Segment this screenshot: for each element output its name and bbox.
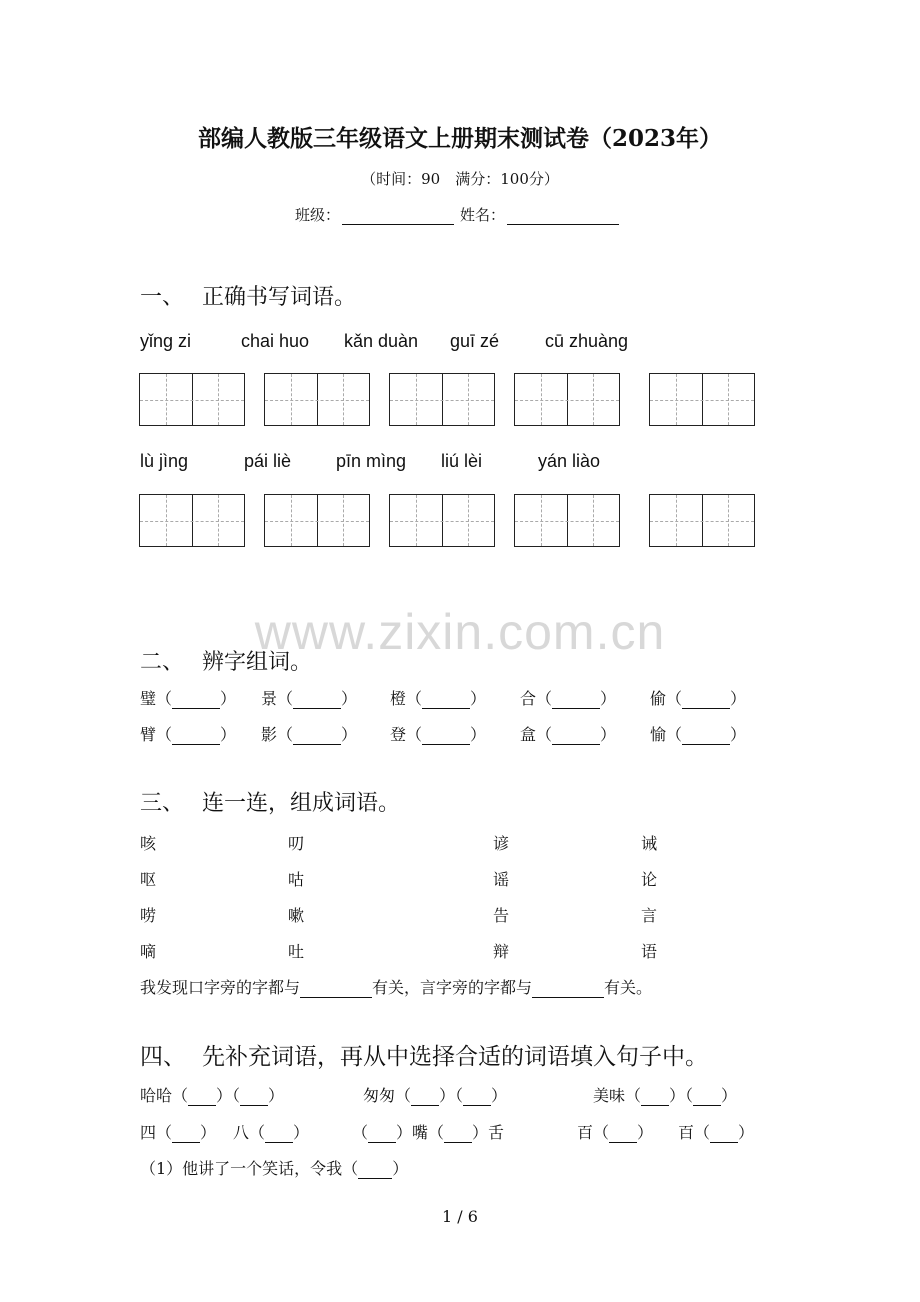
- fill-blank[interactable]: [300, 983, 372, 998]
- match-char[interactable]: 言: [641, 906, 658, 925]
- section-number: 三、: [140, 791, 185, 816]
- match-char[interactable]: 诫: [641, 834, 658, 853]
- word-pair-2-5: 愉（ ）: [650, 725, 747, 744]
- writing-grid[interactable]: [389, 494, 495, 547]
- section-3-sentence: 我发现口字旁的字都与 有关，言字旁的字都与 有关。: [140, 978, 653, 997]
- section-number: 二、: [140, 650, 185, 675]
- pinyin-1-4: guī zé: [450, 331, 500, 351]
- word-pair-2-1: 臂（ ）: [140, 725, 237, 744]
- student-info-line: [0, 204, 920, 225]
- section-title: 先补充词语，再从中选择合适的词语填入句子中。: [202, 1044, 708, 1070]
- word-pair-1-3: 橙（ ）: [390, 689, 487, 708]
- section-2-heading: [140, 645, 312, 676]
- match-char[interactable]: 吐: [288, 942, 305, 961]
- match-char[interactable]: 辩: [493, 942, 510, 961]
- word-pair-1-1: 璧（ ）: [140, 689, 237, 708]
- pinyin-2-2: pái liè: [244, 451, 292, 471]
- section-title: 连一连，组成词语。: [202, 791, 401, 816]
- match-char[interactable]: 谚: [493, 834, 510, 853]
- section-3-heading: [140, 786, 400, 817]
- section-title: 辨字组词。: [202, 650, 313, 675]
- idiom-3: 美味（ ）（ ）: [593, 1086, 738, 1105]
- pinyin-2-4: liú lèi: [441, 451, 483, 471]
- match-char[interactable]: 咕: [288, 870, 305, 889]
- pinyin-1-3: kǎn duàn: [344, 331, 419, 351]
- writing-grid[interactable]: [139, 373, 245, 426]
- class-label: 班级：: [294, 206, 340, 224]
- writing-grid[interactable]: [264, 373, 370, 426]
- exam-info: （时间：90 满分：100分）: [361, 170, 559, 188]
- word-pair-2-3: 登（ ）: [390, 725, 487, 744]
- section-number: 四、: [140, 1044, 186, 1070]
- word-pair-1-5: 偷（ ）: [650, 689, 747, 708]
- idiom-4b: 八（ ）: [233, 1123, 310, 1142]
- pinyin-2-1: lù jìng: [140, 451, 189, 471]
- writing-grid[interactable]: [649, 494, 755, 547]
- match-char[interactable]: 叨: [288, 834, 305, 853]
- idiom-4: 四（ ）: [140, 1123, 217, 1142]
- idiom-6b: 百（ ）: [678, 1123, 755, 1142]
- section-4-heading: [140, 1038, 708, 1071]
- match-char[interactable]: 论: [641, 870, 658, 889]
- idiom-6: 百（ ）: [577, 1123, 654, 1142]
- writing-grid[interactable]: [139, 494, 245, 547]
- name-label: 姓名：: [460, 206, 506, 224]
- match-char[interactable]: 谣: [493, 870, 510, 889]
- pinyin-1-2: chai huo: [241, 331, 310, 351]
- fill-blank[interactable]: [358, 1164, 392, 1179]
- match-char[interactable]: 唠: [140, 906, 157, 925]
- pinyin-2-3: pīn mìng: [336, 451, 407, 471]
- word-pair-2-2: 影（ ）: [261, 725, 358, 744]
- idiom-2: 匆匆（ ）（ ）: [363, 1086, 508, 1105]
- word-pair-1-4: 合（ ）: [520, 689, 617, 708]
- watermark: www.zixin.com.cn: [254, 604, 666, 660]
- match-char[interactable]: 咳: [140, 834, 157, 853]
- writing-grid[interactable]: [514, 494, 620, 547]
- writing-grid[interactable]: [649, 373, 755, 426]
- section-number: 一、: [140, 285, 185, 310]
- writing-grid[interactable]: [514, 373, 620, 426]
- match-char[interactable]: 嘀: [140, 942, 157, 961]
- section-title: 正确书写词语。: [202, 285, 357, 310]
- writing-grid[interactable]: [389, 373, 495, 426]
- page-number: 1 / 6: [442, 1207, 478, 1226]
- word-pair-1-2: 景（ ）: [261, 689, 358, 708]
- page-title: 部编人教版三年级语文上册期末测试卷（2023年）: [197, 125, 722, 152]
- question-1: （1）他讲了一个笑话，令我（ ）: [140, 1159, 409, 1178]
- pinyin-1-5: cū zhuàng: [545, 331, 629, 351]
- match-char[interactable]: 呕: [140, 870, 157, 889]
- fill-blank[interactable]: [532, 983, 604, 998]
- writing-grid[interactable]: [264, 494, 370, 547]
- name-field[interactable]: [507, 208, 619, 225]
- pinyin-2-5: yán liào: [538, 451, 601, 471]
- idiom-1: 哈哈（ ）（ ）: [140, 1086, 285, 1105]
- pinyin-1-1: yǐng zi: [140, 331, 192, 351]
- class-field[interactable]: [342, 208, 454, 225]
- match-char[interactable]: 语: [641, 942, 658, 961]
- idiom-5: （ ）嘴（ ）舌: [352, 1123, 505, 1142]
- match-char[interactable]: 告: [493, 906, 510, 925]
- match-char[interactable]: 嗽: [288, 906, 305, 925]
- section-1-heading: [140, 280, 356, 311]
- word-pair-2-4: 盒（ ）: [520, 725, 617, 744]
